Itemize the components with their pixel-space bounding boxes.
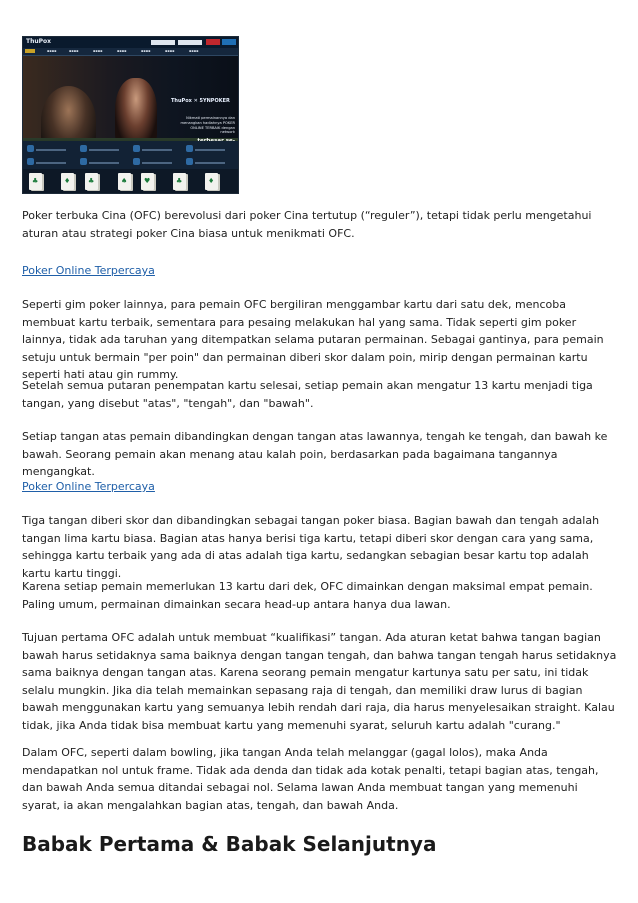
feature-icon (186, 158, 193, 165)
feature-text (36, 149, 66, 151)
tile-icon: ♣ (173, 173, 186, 190)
paragraph: Poker terbuka Cina (OFC) berevolusi dari poker Cina tertutup (“reguler”), tetapi tidak perlu mengetahui aturan atau strategi poker Cina biasa untuk menikmati OFC. (22, 209, 592, 240)
register-button (222, 39, 236, 45)
link-paragraph (22, 478, 618, 496)
tile-icon: ♣ (29, 173, 42, 190)
feature-icon (27, 145, 34, 152)
site-nav (23, 48, 238, 56)
poker-site-screenshot (22, 36, 239, 194)
feature-text (89, 162, 119, 164)
feature-item (184, 143, 234, 155)
feature-item (78, 156, 128, 168)
site-banner (23, 56, 238, 141)
paragraph: Setelah semua putaran penempatan kartu selesai, setiap pemain akan mengatur 13 kartu menjadi tiga tangan, yang disebut "atas", "tengah", dan "bawah". (22, 379, 593, 410)
nav-item: ▪▪▪▪ (47, 49, 57, 53)
feature-item (25, 143, 75, 155)
poker-online-link[interactable]: Poker Online Terpercaya (22, 480, 155, 493)
banner-brand: ThuPox ✕ 5YNPOKER (171, 98, 230, 104)
nav-item: ▪▪▪▪ (93, 49, 103, 53)
tile-icon: ♦ (61, 173, 74, 190)
feature-icon (133, 158, 140, 165)
nav-item: ▪▪▪▪ (189, 49, 199, 53)
feature-text (142, 149, 172, 151)
nav-item (25, 49, 35, 53)
feature-icon (80, 145, 87, 152)
feature-icon (133, 145, 140, 152)
tile-icon: ♥ (141, 173, 154, 190)
poker-online-link[interactable]: Poker Online Terpercaya (22, 264, 155, 277)
feature-icon (80, 158, 87, 165)
banner-tagline: Nikmati permainannya dan menangkan hadiahnya POKER ONLINE TERBAIK dengan network (180, 116, 235, 135)
feature-text (195, 149, 225, 151)
paragraph: Tiga tangan diberi skor dan dibandingkan sebagai tangan poker biasa. Bagian bawah dan tengah adalah tangan lima kartu biasa. Bagian atas hanya berisi tiga kartu, tetapi diberi skor dengan cara yang sama, sehingga kartu terbaik yang ada di atas adalah tiga kartu, sedangkan sebagian besar kartu top adalah kartu kartu tinggi. (22, 514, 600, 580)
site-logo: ThuPox (26, 38, 52, 45)
paragraph: Dalam OFC, seperti dalam bowling, jika tangan Anda telah melanggar (gagal lolos), maka Anda mendapatkan nol untuk frame. Tidak ada denda dan tidak ada kotak penalti, tetapi bagian atas, tengah, dan bawah Anda semua ditandai sebagai nol. Selama lawan Anda membuat tangan yang memenuhi syarat, ia akan mengalahkan bagian atas, tengah, dan bawah Anda. (22, 746, 599, 812)
feature-text (89, 149, 119, 151)
feature-icon (186, 145, 193, 152)
paragraph: Setiap tangan atas pemain dibandingkan dengan tangan atas lawannya, tengah ke tengah, dan bawah ke bawah. Seorang pemain akan menang atau kalah poin, berdasarkan pada bagaimana tangannya mengangkat. (22, 430, 608, 478)
section-heading: Babak Pertama & Babak Selanjutnya (22, 832, 437, 856)
feature-item (184, 156, 234, 168)
feature-item (131, 156, 181, 168)
feature-text (36, 162, 66, 164)
nav-item: ▪▪▪▪ (117, 49, 127, 53)
nav-item: ▪▪▪▪ (165, 49, 175, 53)
login-button (206, 39, 220, 45)
username-field (151, 40, 175, 45)
feature-text (142, 162, 172, 164)
tile-icon: ♣ (85, 173, 98, 190)
link-paragraph (22, 262, 618, 280)
tile-icon: ♦ (205, 173, 218, 190)
mahjong-tiles (23, 169, 238, 193)
site-topbar (23, 37, 238, 48)
nav-item: ▪▪▪▪ (69, 49, 79, 53)
paragraph: Seperti gim poker lainnya, para pemain OFC bergiliran menggambar kartu dari satu dek, mencoba membuat kartu terbaik, sementara para pesaing melakukan hal yang sama. Tidak seperti gim poker lainnya, tidak ada taruhan yang ditempatkan selama putaran permainan. Sebagai gantinya, para pemain setuju untuk bermain "per poin" dan permainan diberi skor dalam poin, mirip dengan permainan kartu seperti hati atau gin rummy. (22, 298, 604, 381)
feature-item (131, 143, 181, 155)
nav-item: ▪▪▪▪ (141, 49, 151, 53)
paragraph: Tujuan pertama OFC adalah untuk membuat “kualifikasi” tangan. Ada aturan ketat bahwa tangan bagian bawah harus setidaknya sama baiknya dengan tangan tengah, dan bahwa tangan tengah harus setidaknya sama baiknya dengan tangan atas. Karena seorang pemain mengatur kartunya satu per satu, ini tidak selalu mungkin. Jika dia telah memainkan sepasang raja di tengah, dan memiliki draw lurus di bagian bawah menggunakan kartu yang semuanya lebih rendah dari raja, dia harus menyelesaikan straight. Kalau tidak, jika Anda tidak bisa membuat kartu yang memenuhi syarat, seluruh kartu adalah "curang." (22, 631, 617, 732)
feature-item (25, 156, 75, 168)
password-field (178, 40, 202, 45)
paragraph: Karena setiap pemain memerlukan 13 kartu dari dek, OFC dimainkan dengan maksimal empat pemain. Paling umum, permainan dimainkan secara head-up antara hanya dua lawan. (22, 580, 593, 611)
feature-item (78, 143, 128, 155)
feature-text (195, 162, 225, 164)
feature-grid (23, 141, 238, 169)
feature-icon (27, 158, 34, 165)
tile-icon: ♠ (118, 173, 131, 190)
